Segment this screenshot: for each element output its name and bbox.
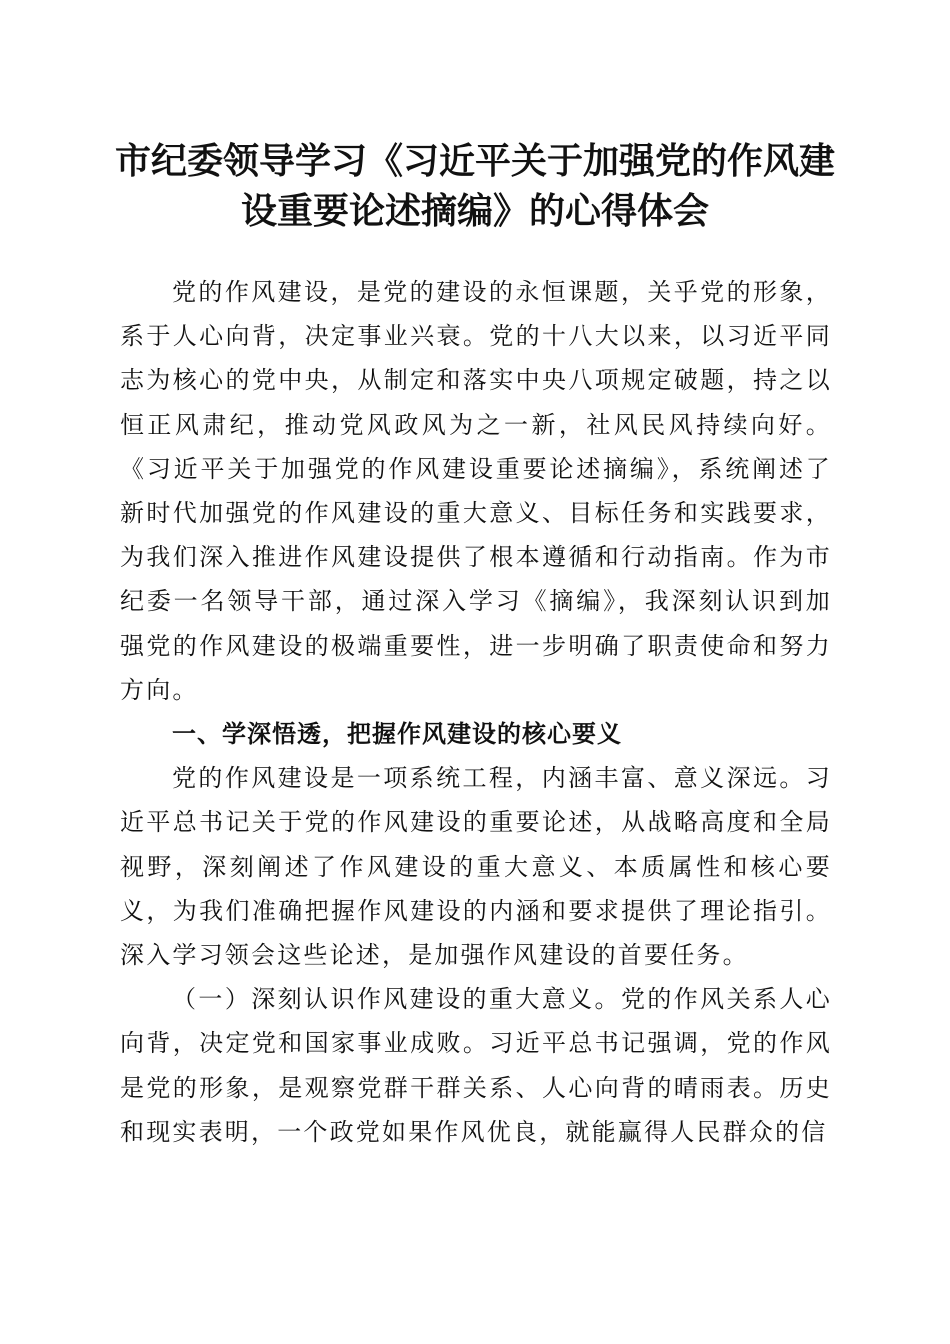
section-paragraph: 党的作风建设是一项系统工程，内涵丰富、意义深远。习近平总书记关于党的作风建设的重要论述，从战略高度和全局视野，深刻阐述了作风建设的重大意义、本质属性和核心要义，为我们准确把握作风建设的内涵和要求提供了理论指引。深入学习领会这些论述，是加强作风建设的首要任务。 [120,764,832,970]
intro-paragraph: 党的作风建设，是党的建设的永恒课题，关乎党的形象，系于人心向背，决定事业兴衰。党的十八大以来，以习近平同志为核心的党中央，从制定和落实中央八项规定破题，持之以恒正风肃纪，推动党风政风为之一新，社风民风持续向好。《习近平关于加强党的作风建设重要论述摘编》，系统阐述了新时代加强党的作风建设的重大意义、目标任务和实践要求，为我们深入推进作风建设提供了根本遵循和行动指南。作为市纪委一名领导干部，通过深入学习《摘编》，我深刻认识到加强党的作风建设的极端重要性，进一步明确了职责使命和努力方向。 [120,278,832,704]
section-heading: 一、学深悟透，把握作风建设的核心要义 [172,720,622,749]
title-line-1: 市纪委领导学习《习近平关于加强党的作风建 [114,140,835,182]
title-line-2: 设重要论述摘编》的心得体会 [240,190,709,232]
subsection-paragraph: （一）深刻认识作风建设的重大意义。党的作风关系人心向背，决定党和国家事业成败。习近平总书记强调，党的作风是党的形象，是观察党群干群关系、人心向背的晴雨表。历史和现实表明，一个政党如果作风优良，就能赢得人民群众的信 [120,985,832,1146]
document-title [80,136,870,236]
document-body [120,270,832,1154]
